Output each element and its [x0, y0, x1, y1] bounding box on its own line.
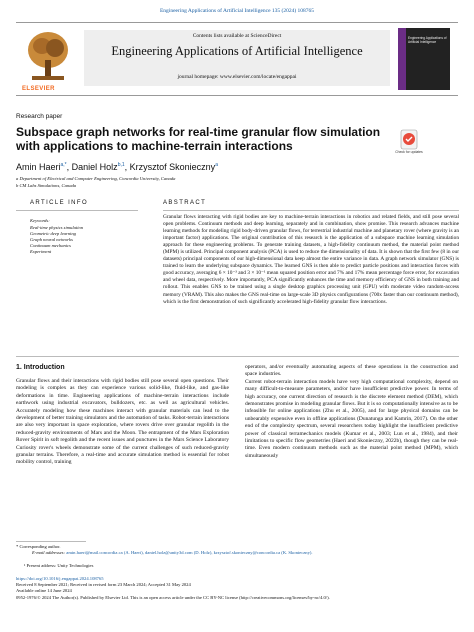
- author-name[interactable]: Amin Haeri: [16, 162, 61, 172]
- keyword: Geometric deep learning: [30, 231, 76, 236]
- contents-line[interactable]: Contents lists available at ScienceDirect: [192, 33, 282, 39]
- copyright-notice: 0952-1976/© 2024 The Author(s). Published by Elsevier Ltd. This is an open access article under the CC BY-NC license (http://creativecommons.org/licenses/by-nc/4.0/).: [16, 595, 330, 600]
- author-sup: a: [215, 162, 218, 168]
- journal-homepage[interactable]: journal homepage: www.elsevier.com/locate/engappai: [177, 74, 297, 80]
- keyword: Experiment: [30, 249, 52, 254]
- received-dates: Received 8 September 2021; Received in revised form 23 March 2024; Accepted 31 May 2024: [16, 582, 191, 587]
- divider: [16, 210, 138, 211]
- keyword: Graph neural networks: [30, 237, 73, 242]
- author-list: Amin Haeri$^{a,*}$, Daniel Holz$^{b,1}$, Krzysztof Skonieczny$^a$: [16, 162, 218, 172]
- section-heading: 1. Introduction: [16, 364, 65, 371]
- present-address-note: ¹ Present address: Unity Technologies: [24, 563, 94, 568]
- paper-type: Research paper: [16, 113, 63, 120]
- cover-strip: [398, 28, 406, 90]
- doi-link[interactable]: https://doi.org/10.1016/j.engappai.2024.108765: [16, 576, 104, 581]
- divider: [16, 356, 459, 357]
- email-footnote: [32, 550, 458, 556]
- intro-left-column: Granular flows and their interactions with rigid bodies still pose several open questions. Their modeling is complex as they can experience various solid-like, fluid-like, and gas-like deformations in time. Engineering applications of machine-terrain interactions include earthwork using industrial excavators, bulldozers, etc. as well as agricultural vehicles. Accurately modeling how these machines interact with granular materials can lead to the development of better training simulators and the automation of tasks. Robot-terrain interactions are also very important in space exploration, where rovers drive over granular regolith in the reduced-gravity environments of Mars and the Moon. The entrapment of the Mars Exploration Rover Spirit in soft regolith and the recent issues and punctures in the Mars Science Laboratory Curiosity rover's wheels demonstrate some of the current challenges of such reduced-gravity granular terrains. Therefore, a real-time and accurate simulation method is essential for robot mobility control, training: [16, 378, 229, 466]
- keywords-label: Keywords:: [30, 218, 50, 223]
- email-addresses[interactable]: amin.haeri@mail.concordia.ca (A. Haeri), daniel.holz@unity3d.com (D. Holz), krzysztof.skonieczny@concordia.ca (K. Skonieczny).: [66, 550, 313, 555]
- divider: [163, 210, 459, 211]
- author-name[interactable]: Daniel Holz: [71, 162, 118, 172]
- author-sup: a,*: [60, 162, 67, 168]
- abstract-heading: ABSTRACT: [163, 200, 207, 206]
- corresponding-author-note: * Corresponding author.: [16, 544, 61, 549]
- publisher-name: ELSEVIER: [22, 86, 55, 92]
- affiliation: a Department of Electrical and Computer Engineering, Concordia University, Canada: [16, 176, 176, 181]
- article-info-heading: ARTICLE INFO: [30, 200, 89, 206]
- available-online: Available online 14 June 2024: [16, 588, 72, 593]
- footnote-divider: [16, 541, 86, 542]
- affiliation: b CM Labs Simulations, Canada: [16, 183, 77, 188]
- journal-title: Engineering Applications of Artificial Intelligence: [111, 44, 363, 58]
- cover-title: Engineering Applications of Artificial Intelligence: [408, 36, 447, 44]
- elsevier-tree-logo: [24, 28, 72, 84]
- intro-right-column: operators, and/or eventually automating aspects of these operations in the construction and space industries. Current robot-terrain interaction models have very high computational complexity, depend on many difficult-to-measure parameters, and/or have insufficient predictive power. In terms of high accuracy, one current direction of research is the discrete element method (DEM), which demonstrates promise in modeling granular flows. But it is so computationally intensive as to be infeasible for online applications (Zhu et al., 2005), and for large physical domains can be unbearably expensive even in offline applications (Dunatunga and Kamrin, 2017). On the other end of the complexity spectrum, several researchers today highlight the insufficient predictive power of classical terramechanics models (Kumar et al., 2003; Lun et al., 1984), and their limitations to specific flow geometries (Haeri and Skonieczny, 2022b), though they can be real-time. Even modern continuum methods such as the material point method (MPM), which simultaneously: [245, 364, 458, 459]
- keyword: Real-time physics simulation: [30, 225, 84, 230]
- author-name[interactable]: Krzysztof Skonieczny: [129, 162, 216, 172]
- author-sup: b,1: [117, 162, 125, 168]
- abstract-text: Granular flows interacting with rigid bodies are key to machine-terrain interactions in robotics and related fields, and still pose several open problems. Continuum methods and deep learning, separately and in combination, show promise. This research advances machine learning methods for modeling rigid body-driven granular flows, for terrestrial industrial machine and planetary rover (where gravity is an important factor) applications. The original contribution of this research is the application of a subspace machine learning simulation approach for these engineering problems. To generate training datasets, a high-fidelity continuum method, the material point method (MPM) is utilized. Principal component analysis (PCA) is used to reduce the dimensionality of data. It is shown that the first few (8 in our datasets) principal components of our high-dimensional data keep almost the entire variance in data. A graph network simulator (GNS) is trained to learn the underlying subspace dynamics. The learned GNS is then able to predict particle positions and interaction forces with good accuracy, averaging 6 × 10⁻³ and 3 × 10⁻¹ mean squared position error and 7% and 17% mean percentage force error, for excavation and wheel data, respectively. More importantly, PCA significantly enhances the time and memory efficiency of GNS in both training and rollout. This enables GNS to be trained using a single desktop graphics processing unit (GPU) with moderate video random-access memory (VRAM). This also makes the GNS real-time on large-scale 3D physics configurations (700x faster than our continuum method), which is the first demonstration of such significantly accelerated high-fidelity granular flow interactions.: [163, 214, 459, 305]
- keyword: Continuum mechanics: [30, 243, 71, 248]
- paper-title: Subspace graph networks for real-time granular flow simulation with applications to machine-terrain interactions: [16, 125, 381, 153]
- check-for-updates-label[interactable]: Check for updates: [395, 150, 423, 154]
- email-label: E-mail addresses:: [32, 550, 66, 555]
- journal-reference[interactable]: Engineering Applications of Artificial Intelligence 135 (2024) 108765: [159, 8, 315, 14]
